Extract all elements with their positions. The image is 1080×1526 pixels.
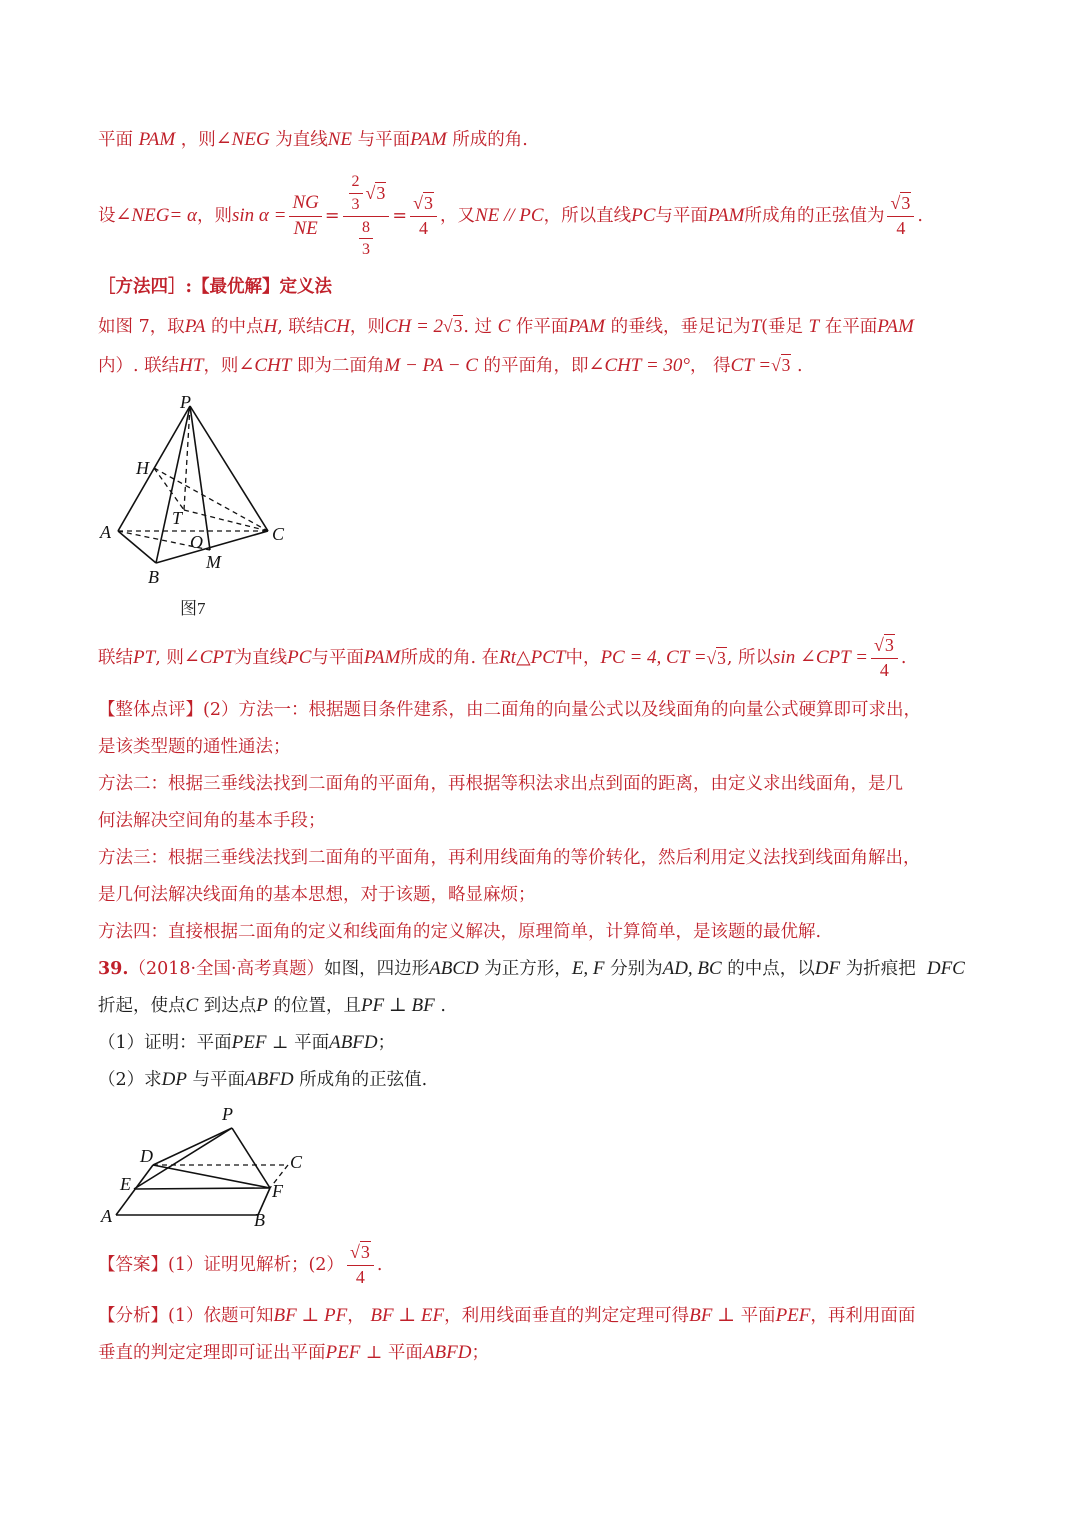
folded-square-figure: [98, 1100, 313, 1230]
comment-line: 是该类型题的通性通法；: [98, 737, 291, 757]
label-C: C: [272, 524, 285, 544]
label-A: A: [101, 1206, 112, 1226]
text-line: 如图 7，取PA 的中点H, 联结CH，则CH = 2√3. 过 C 作平面PAM 的垂线，垂足记为T(垂足 T 在平面PAM: [98, 316, 914, 337]
analysis-line: 垂直的判定定理即可证出平面PEF ⊥ 平面ABFD；: [98, 1342, 489, 1363]
answer-line: 【答案】 (1）证明见解析；(2） $\frac{√3}{4}$ .: [98, 1241, 383, 1287]
label-B: B: [148, 567, 159, 587]
label-C: C: [290, 1152, 303, 1172]
figure-caption: 图7: [180, 599, 206, 618]
label-M: M: [206, 552, 221, 572]
comment-line: 方法三：根据三垂线法找到二面角的平面角，再利用线面角的等价转化，然后利用定义法找到线面角解出，: [98, 848, 921, 868]
question-line: （2）求DP 与平面ABFD 所成角的正弦值.: [98, 1069, 428, 1090]
method-heading: ［方法四］:【最优解】定义法: [98, 277, 332, 297]
label-O: O: [190, 532, 203, 552]
formula-line: 联结 PT , 则 ∠CPT 为直线 PC 与平面 PAM 所成的角. 在 Rt△PCT 中， PC = 4, CT = √3 , 所以 sin ∠CPT = $\frac{√3}{4}$ .: [98, 634, 907, 680]
comment-line: 方法二：根据三垂线法找到二面角的平面角，再根据等积法求出点到面的距离，由定义求出线面角，是几: [98, 774, 903, 794]
text-line: 平面 PAM ，则∠NEG 为直线NE 与平面PAM 所成的角.: [98, 129, 528, 150]
question-line: （1）证明：平面PEF ⊥ 平面ABFD；: [98, 1032, 396, 1053]
label-P: P: [222, 1104, 233, 1124]
fraction: $\frac{NG}{NE}$: [289, 193, 321, 240]
fraction: $\frac{√3}{4}$: [887, 194, 914, 239]
label-T: T: [172, 508, 183, 528]
label-D: D: [140, 1146, 153, 1166]
compound-fraction: $\frac{2}{3}$ √3 $\frac{8}{3}$: [343, 173, 390, 258]
fraction: $\frac{√3}{4}$: [347, 1243, 374, 1288]
fraction: $\frac{√3}{4}$: [410, 194, 437, 239]
comment-line: 何法解决空间角的基本手段；: [98, 811, 326, 831]
label-P: P: [180, 392, 191, 412]
comment-line: 【整体点评】(2）方法一：根据题目条件建系，由二面角的向量公式以及线面角的向量公式硬算即可求出，: [98, 700, 921, 720]
comment-line: 是几何法解决线面角的基本思想，对于该题，略显麻烦；: [98, 885, 536, 905]
question-line: 39.（2018·全国·高考真题）如图，四边形ABCD 为正方形，E, F 分别为AD, BC 的中点，以DF 为折痕把 DFC: [98, 958, 965, 979]
label-F: F: [272, 1181, 283, 1201]
analysis-line: 【分析】(1）依题可知BF ⊥ PF， BF ⊥ EF，利用线面垂直的判定定理可得BF ⊥ 平面PEF，再利用面面: [98, 1305, 916, 1326]
comment-line: 方法四：直接根据二面角的定义和线面角的定义解决，原理简单，计算简单，是该题的最优解.: [98, 922, 822, 942]
label-A: A: [100, 522, 111, 542]
text-line: 内）. 联结HT，则∠CHT 即为二面角M − PA − C 的平面角，即∠CHT = 30°， 得CT =√3 .: [98, 355, 803, 376]
formula-line: 设 ∠NEG = α ，则 sin α = $\frac{NG}{NE}$ = $\frac{2}{3}$ √3 $\frac{8}{3}$ = $\frac{√3}{4}$ ，又 NE // PC ，所以直线 PC 与平面 PAM 所成角的正弦值为 $\frac{√3}{4}$ .: [98, 173, 923, 259]
question-line: 折起，使点C 到达点P 的位置，且PF ⊥ BF .: [98, 995, 446, 1016]
pyramid-figure-7: [98, 388, 298, 593]
fraction: $\frac{√3}{4}$: [871, 636, 898, 681]
label-E: E: [120, 1174, 131, 1194]
label-B: B: [254, 1210, 265, 1230]
label-H: H: [136, 458, 149, 478]
